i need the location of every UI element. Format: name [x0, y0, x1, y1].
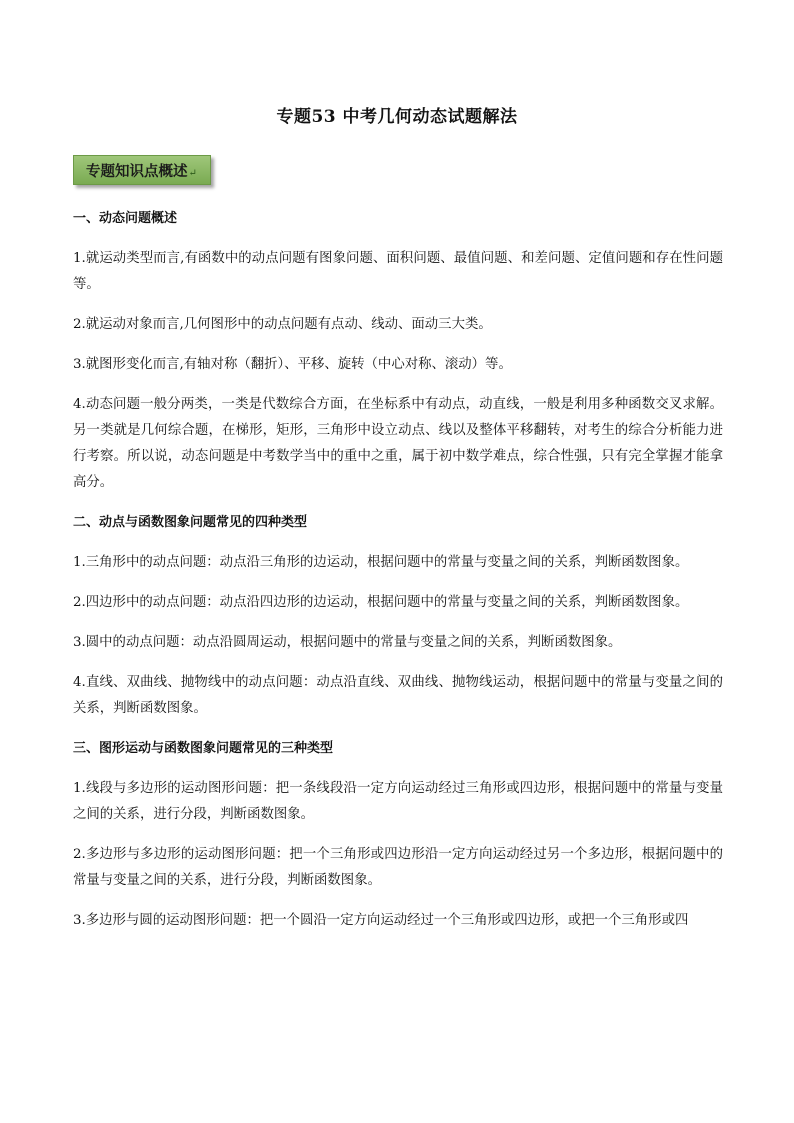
paragraph: 3.圆中的动点问题：动点沿圆周运动，根据问题中的常量与变量之间的关系，判断函数图象。: [73, 635, 622, 650]
paragraph: 1.线段与多边形的运动图形问题：把一条线段沿一定方向运动经过三角形或四边形，根据问题中的常量与变量之间的关系，进行分段，判断函数图象。: [73, 781, 723, 822]
paragraph: 3.就图形变化而言,有轴对称（翻折）、平移、旋转（中心对称、滚动）等。: [73, 357, 512, 372]
return-mark-icon: ↵: [188, 167, 197, 179]
section-banner: [73, 155, 211, 185]
section-heading: 一、动态问题概述: [73, 211, 178, 226]
section-heading: 三、图形运动与函数图象问题常见的三种类型: [73, 741, 334, 756]
paragraph: 1.就运动类型而言,有函数中的动点问题有图象问题、面积问题、最值问题、和差问题、定值问题和存在性问题等。: [73, 251, 723, 292]
page-title: 专题53 中考几何动态试题解法: [276, 107, 518, 127]
paragraph: 2.就运动对象而言,几何图形中的动点问题有点动、线动、面动三大类。: [73, 317, 492, 332]
paragraph: 4.动态问题一般分两类，一类是代数综合方面，在坐标系中有动点，动直线，一般是利用多种函数交叉求解。另一类就是几何综合题，在梯形，矩形，三角形中设立动点、线以及整体平移翻转，对考生的综合分析能力进行考察。所以说，动态问题是中考数学当中的重中之重，属于初中数学难点，综合性强，只有完全掌握才能拿高分。: [73, 397, 723, 490]
banner-label: 专题知识点概述: [86, 162, 188, 180]
paragraph: 2.多边形与多边形的运动图形问题：把一个三角形或四边形沿一定方向运动经过另一个多边形，根据问题中的常量与变量之间的关系，进行分段，判断函数图象。: [73, 847, 723, 888]
section-heading: 二、动点与函数图象问题常见的四种类型: [73, 515, 308, 530]
document-body: [73, 206, 723, 948]
paragraph: 3.多边形与圆的运动图形问题：把一个圆沿一定方向运动经过一个三角形或四边形，或把一个三角形或四: [73, 913, 689, 928]
paragraph: 4.直线、双曲线、抛物线中的动点问题：动点沿直线、双曲线、抛物线运动，根据问题中的常量与变量之间的关系，判断函数图象。: [73, 675, 723, 716]
paragraph: 2.四边形中的动点问题：动点沿四边形的边运动，根据问题中的常量与变量之间的关系，判断函数图象。: [73, 595, 689, 610]
paragraph: 1.三角形中的动点问题：动点沿三角形的边运动，根据问题中的常量与变量之间的关系，判断函数图象。: [73, 555, 689, 570]
